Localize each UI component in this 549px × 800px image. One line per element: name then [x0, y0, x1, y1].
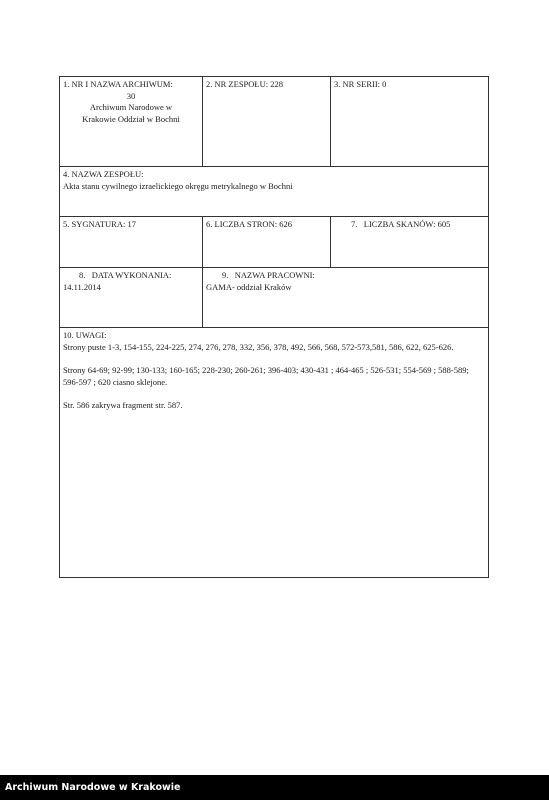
archive-cell	[60, 77, 203, 166]
date-label: DATA WYKONANIA:	[91, 270, 172, 280]
form-row-archive	[60, 77, 488, 167]
archive-number: 30	[126, 90, 136, 101]
studio-number: 9.	[222, 270, 229, 280]
archive-name-line2: Krakowie Oddział w Bochni	[82, 113, 180, 124]
series-number: 3. NR SERII: 0	[334, 79, 387, 89]
scan-count: LICZBA SKANÓW: 605	[363, 219, 451, 229]
date-value: 14.11.2014	[63, 281, 101, 292]
fonds-number: 2. NR ZESPOŁU: 228	[206, 79, 283, 89]
signature-cell	[60, 217, 203, 267]
form-row-fonds-name	[60, 167, 488, 217]
note-glued-pages: Strony 64-69; 92-99; 130-133; 160-165; 228-230; 260-261; 396-403; 430-431 ; 464-465 ; 526-531; 554-569 ; 588-589; 596-597 ; 620 ciasno sklejone.	[63, 365, 469, 387]
note-empty-pages: Strony puste 1-3, 154-155, 224-225, 274, 276, 278, 332, 356, 378, 492, 566, 568, 572-573,581, 586, 622, 625-626.	[63, 341, 454, 352]
page-count: 6. LICZBA STRON: 626	[206, 219, 292, 229]
form-row-notes	[60, 328, 488, 577]
fonds-number-cell	[203, 77, 331, 166]
footer-text: Archiwum Narodowe w Krakowie	[5, 782, 181, 793]
metadata-form	[59, 76, 489, 578]
fonds-name: Akta stanu cywilnego izraelickiego okręgu metrykalnego w Bochni	[63, 180, 293, 191]
archive-label: 1. NR I NAZWA ARCHIWUM:	[63, 79, 173, 89]
scans-cell	[331, 217, 488, 267]
studio-value: GAMA- oddział Kraków	[206, 281, 292, 292]
fonds-name-cell	[60, 167, 488, 216]
date-number: 8.	[79, 270, 86, 280]
form-row-execution	[60, 268, 488, 328]
studio-label: NAZWA PRACOWNI:	[234, 270, 315, 280]
form-row-counts	[60, 217, 488, 268]
archive-name-line1: Archiwum Narodowe w	[89, 102, 173, 112]
date-cell	[60, 268, 203, 327]
signature: 5. SYGNATURA: 17	[63, 219, 136, 229]
scans-number: 7.	[351, 219, 358, 229]
note-covered-page: Str. 586 zakrywa fragment str. 587.	[63, 400, 183, 410]
pages-cell	[203, 217, 331, 267]
notes-cell	[60, 328, 488, 577]
fonds-name-label: 4. NAZWA ZESPOŁU:	[63, 169, 144, 179]
series-number-cell	[331, 77, 488, 166]
notes-label: 10. UWAGI:	[63, 330, 107, 340]
studio-cell	[203, 268, 488, 327]
archive-footer-bar	[0, 775, 549, 800]
